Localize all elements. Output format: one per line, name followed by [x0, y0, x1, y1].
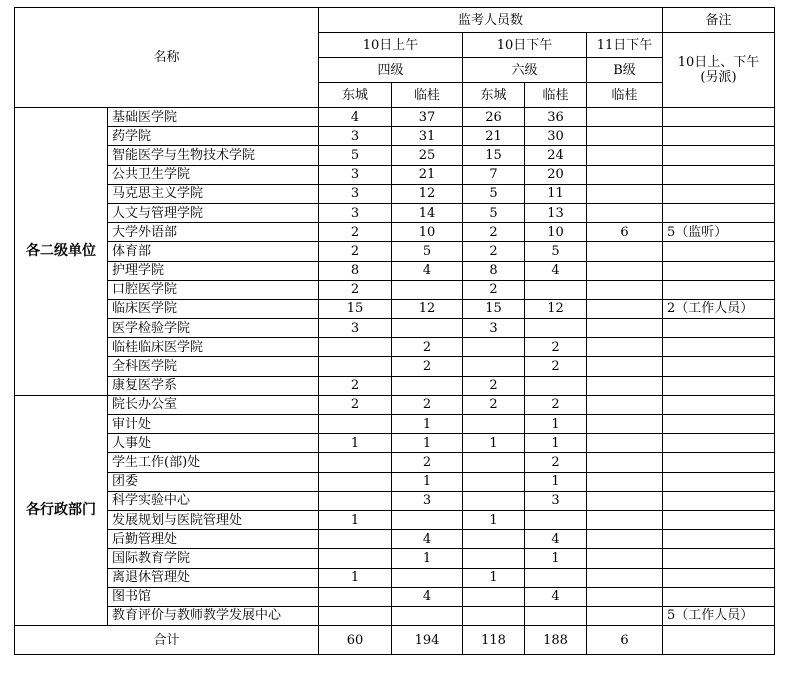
count-cell: 1	[463, 510, 525, 529]
table-row	[15, 530, 775, 549]
count-cell	[319, 357, 392, 376]
count-cell	[392, 280, 463, 299]
count-cell: 2	[525, 453, 587, 472]
unit-name: 口腔医学院	[108, 280, 319, 299]
count-cell	[525, 280, 587, 299]
table-row	[15, 510, 775, 529]
count-cell: 12	[392, 299, 463, 318]
table-row	[15, 606, 775, 625]
count-cell	[319, 491, 392, 510]
count-cell: 1	[463, 568, 525, 587]
count-cell	[392, 319, 463, 338]
remark-cell	[663, 319, 775, 338]
count-cell: 2	[525, 338, 587, 357]
level-header-cet4: 四级	[319, 58, 463, 83]
session-header-10am: 10日上午	[319, 33, 463, 58]
count-cell: 3	[319, 165, 392, 184]
count-cell	[587, 453, 663, 472]
count-cell	[525, 376, 587, 395]
remark-cell	[663, 549, 775, 568]
total-cell: 118	[463, 626, 525, 655]
unit-name: 发展规划与医院管理处	[108, 510, 319, 529]
unit-name: 医学检验学院	[108, 319, 319, 338]
count-cell	[319, 338, 392, 357]
count-cell: 1	[463, 434, 525, 453]
count-cell	[587, 530, 663, 549]
table-row	[15, 203, 775, 222]
total-row	[15, 626, 775, 655]
count-cell	[525, 606, 587, 625]
header-row-1	[15, 8, 775, 33]
count-cell	[587, 510, 663, 529]
count-cell: 12	[392, 184, 463, 203]
count-cell: 3	[525, 491, 587, 510]
unit-name: 离退休管理处	[108, 568, 319, 587]
count-cell	[587, 472, 663, 491]
count-cell	[525, 568, 587, 587]
count-cell: 4	[392, 587, 463, 606]
count-cell: 2	[463, 223, 525, 242]
count-cell	[463, 453, 525, 472]
table-row	[15, 242, 775, 261]
count-cell: 8	[319, 261, 392, 280]
table-row	[15, 223, 775, 242]
count-cell: 36	[525, 108, 587, 127]
remark-note-line2: (另派)	[700, 70, 737, 85]
count-cell	[587, 434, 663, 453]
count-cell	[463, 472, 525, 491]
group-label: 各行政部门	[15, 395, 108, 625]
count-cell	[587, 338, 663, 357]
unit-name: 大学外语部	[108, 223, 319, 242]
table-row	[15, 319, 775, 338]
count-cell: 37	[392, 108, 463, 127]
unit-name: 临桂临床医学院	[108, 338, 319, 357]
count-cell: 1	[392, 472, 463, 491]
count-cell: 2	[319, 223, 392, 242]
table-row	[15, 568, 775, 587]
count-cell: 1	[525, 549, 587, 568]
count-cell	[392, 606, 463, 625]
unit-name: 基础医学院	[108, 108, 319, 127]
count-cell: 1	[525, 472, 587, 491]
count-cell	[319, 415, 392, 434]
total-remark-cell	[663, 626, 775, 655]
count-cell: 2	[392, 453, 463, 472]
total-cell: 188	[525, 626, 587, 655]
unit-name: 临床医学院	[108, 299, 319, 318]
remark-cell	[663, 415, 775, 434]
remark-note-line1: 10日上、下午	[677, 55, 760, 70]
unit-name: 马克思主义学院	[108, 184, 319, 203]
unit-name: 后勤管理处	[108, 530, 319, 549]
count-cell	[463, 549, 525, 568]
session-header-10pm: 10日下午	[463, 33, 587, 58]
count-cell: 30	[525, 127, 587, 146]
count-cell	[587, 549, 663, 568]
count-cell: 24	[525, 146, 587, 165]
count-cell: 2	[463, 376, 525, 395]
count-cell	[392, 376, 463, 395]
count-cell: 2	[463, 395, 525, 414]
count-cell	[463, 587, 525, 606]
count-cell: 4	[525, 587, 587, 606]
campus-header-lingui-1: 临桂	[392, 83, 463, 108]
count-cell: 3	[319, 203, 392, 222]
count-cell	[319, 606, 392, 625]
count-cell: 10	[525, 223, 587, 242]
count-cell: 15	[463, 146, 525, 165]
remark-cell: 5（监听）	[663, 223, 775, 242]
remark-header: 备注	[663, 8, 775, 33]
session-header-11pm: 11日下午	[587, 33, 663, 58]
table-row	[15, 127, 775, 146]
campus-header-dongcheng-2: 东城	[463, 83, 525, 108]
count-cell: 10	[392, 223, 463, 242]
count-cell: 2	[319, 395, 392, 414]
count-cell: 25	[392, 146, 463, 165]
remark-cell	[663, 376, 775, 395]
remark-cell	[663, 108, 775, 127]
unit-name: 康复医学系	[108, 376, 319, 395]
table-row	[15, 415, 775, 434]
level-header-b: B级	[587, 58, 663, 83]
count-cell: 4	[525, 530, 587, 549]
count-cell: 1	[319, 434, 392, 453]
table-row	[15, 434, 775, 453]
count-cell	[463, 415, 525, 434]
count-cell	[587, 184, 663, 203]
count-cell: 15	[319, 299, 392, 318]
unit-name: 护理学院	[108, 261, 319, 280]
table-row	[15, 299, 775, 318]
count-cell: 4	[319, 108, 392, 127]
remark-cell	[663, 395, 775, 414]
remark-cell	[663, 510, 775, 529]
count-cell: 1	[319, 510, 392, 529]
remark-cell	[663, 338, 775, 357]
count-cell: 2	[392, 395, 463, 414]
table-row	[15, 146, 775, 165]
count-cell	[463, 338, 525, 357]
campus-header-lingui-2: 临桂	[525, 83, 587, 108]
remark-cell	[663, 434, 775, 453]
unit-name: 全科医学院	[108, 357, 319, 376]
count-cell: 5	[392, 242, 463, 261]
remark-cell	[663, 587, 775, 606]
count-cell	[319, 453, 392, 472]
remark-cell	[663, 242, 775, 261]
count-cell	[587, 357, 663, 376]
unit-name: 科学实验中心	[108, 491, 319, 510]
count-cell: 1	[392, 549, 463, 568]
count-cell	[587, 415, 663, 434]
count-cell: 5	[525, 242, 587, 261]
count-cell: 1	[525, 415, 587, 434]
remark-cell	[663, 184, 775, 203]
unit-name: 人文与管理学院	[108, 203, 319, 222]
count-cell	[463, 606, 525, 625]
table-row	[15, 261, 775, 280]
count-cell	[587, 127, 663, 146]
count-cell: 3	[392, 491, 463, 510]
remark-cell	[663, 127, 775, 146]
count-cell	[587, 203, 663, 222]
unit-name: 药学院	[108, 127, 319, 146]
name-header: 名称	[15, 8, 319, 108]
unit-name: 学生工作(部)处	[108, 453, 319, 472]
count-cell	[587, 242, 663, 261]
count-cell	[463, 357, 525, 376]
remark-cell	[663, 491, 775, 510]
remark-cell	[663, 280, 775, 299]
count-cell	[587, 146, 663, 165]
remark-cell	[663, 472, 775, 491]
count-cell: 20	[525, 165, 587, 184]
remark-cell	[663, 146, 775, 165]
count-cell: 2	[525, 395, 587, 414]
remark-cell	[663, 203, 775, 222]
count-cell: 8	[463, 261, 525, 280]
table-row	[15, 472, 775, 491]
table-row	[15, 587, 775, 606]
unit-name: 智能医学与生物技术学院	[108, 146, 319, 165]
count-cell: 2	[319, 376, 392, 395]
staff-table	[14, 7, 775, 655]
count-cell: 5	[319, 146, 392, 165]
table-row	[15, 165, 775, 184]
total-cell: 60	[319, 626, 392, 655]
count-cell	[319, 549, 392, 568]
count-cell	[587, 280, 663, 299]
count-cell	[587, 376, 663, 395]
count-cell	[392, 510, 463, 529]
table-row	[15, 491, 775, 510]
table-row	[15, 549, 775, 568]
table-row	[15, 338, 775, 357]
count-cell: 26	[463, 108, 525, 127]
count-cell	[525, 319, 587, 338]
count-cell	[587, 319, 663, 338]
count-cell: 1	[392, 434, 463, 453]
count-cell: 21	[392, 165, 463, 184]
count-cell	[587, 395, 663, 414]
count-cell: 4	[525, 261, 587, 280]
count-cell	[587, 108, 663, 127]
remark-cell: 5（工作人员）	[663, 606, 775, 625]
table-row	[15, 184, 775, 203]
count-cell	[319, 472, 392, 491]
count-cell	[587, 165, 663, 184]
campus-header-lingui-3: 临桂	[587, 83, 663, 108]
count-cell: 15	[463, 299, 525, 318]
count-cell: 7	[463, 165, 525, 184]
count-cell: 5	[463, 203, 525, 222]
count-cell: 21	[463, 127, 525, 146]
unit-name: 人事处	[108, 434, 319, 453]
count-cell	[587, 587, 663, 606]
table-row	[15, 357, 775, 376]
count-cell: 11	[525, 184, 587, 203]
count-cell	[525, 510, 587, 529]
count-cell: 2	[319, 242, 392, 261]
table-row	[15, 376, 775, 395]
count-cell: 2	[525, 357, 587, 376]
count-cell: 4	[392, 530, 463, 549]
count-cell: 1	[319, 568, 392, 587]
staff-count-header: 监考人员数	[319, 8, 663, 33]
count-cell: 2	[319, 280, 392, 299]
count-cell: 6	[587, 223, 663, 242]
campus-header-dongcheng-1: 东城	[319, 83, 392, 108]
remark-cell	[663, 261, 775, 280]
count-cell: 14	[392, 203, 463, 222]
table-body	[15, 8, 775, 655]
count-cell: 5	[463, 184, 525, 203]
table-row	[15, 280, 775, 299]
count-cell: 2	[392, 338, 463, 357]
count-cell	[463, 530, 525, 549]
remark-cell	[663, 568, 775, 587]
count-cell	[319, 587, 392, 606]
count-cell: 4	[392, 261, 463, 280]
count-cell: 3	[319, 127, 392, 146]
count-cell	[587, 261, 663, 280]
unit-name: 团委	[108, 472, 319, 491]
count-cell: 2	[392, 357, 463, 376]
unit-name: 体育部	[108, 242, 319, 261]
unit-name: 教育评价与教师教学发展中心	[108, 606, 319, 625]
count-cell	[319, 530, 392, 549]
count-cell: 3	[319, 184, 392, 203]
level-header-cet6: 六级	[463, 58, 587, 83]
count-cell: 31	[392, 127, 463, 146]
unit-name: 院长办公室	[108, 395, 319, 414]
group-label: 各二级单位	[15, 108, 108, 396]
count-cell	[587, 606, 663, 625]
count-cell: 13	[525, 203, 587, 222]
table-row	[15, 453, 775, 472]
unit-name: 公共卫生学院	[108, 165, 319, 184]
total-label: 合计	[15, 626, 319, 655]
count-cell: 1	[392, 415, 463, 434]
remark-note	[663, 33, 775, 108]
remark-cell	[663, 530, 775, 549]
remark-cell: 2（工作人员）	[663, 299, 775, 318]
remark-cell	[663, 453, 775, 472]
count-cell: 2	[463, 280, 525, 299]
table-row	[15, 395, 775, 414]
count-cell	[463, 491, 525, 510]
unit-name: 审计处	[108, 415, 319, 434]
remark-cell	[663, 357, 775, 376]
count-cell	[392, 568, 463, 587]
count-cell	[587, 299, 663, 318]
count-cell	[587, 491, 663, 510]
count-cell: 12	[525, 299, 587, 318]
table-row	[15, 108, 775, 127]
remark-cell	[663, 165, 775, 184]
count-cell: 2	[463, 242, 525, 261]
unit-name: 图书馆	[108, 587, 319, 606]
count-cell: 3	[319, 319, 392, 338]
total-cell: 6	[587, 626, 663, 655]
count-cell: 3	[463, 319, 525, 338]
unit-name: 国际教育学院	[108, 549, 319, 568]
total-cell: 194	[392, 626, 463, 655]
count-cell: 1	[525, 434, 587, 453]
count-cell	[587, 568, 663, 587]
